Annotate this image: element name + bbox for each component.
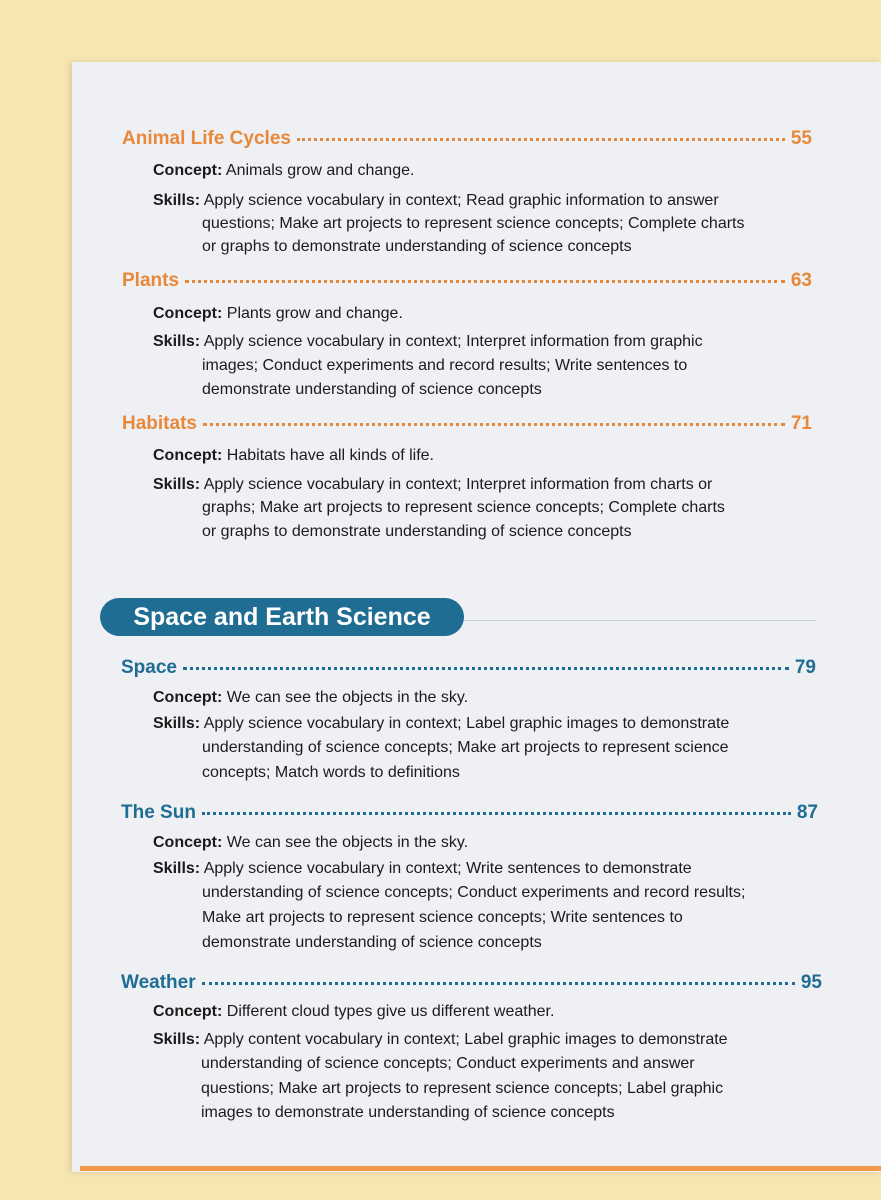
skills-text: Apply science vocabulary in context; Interpret information from charts or	[203, 476, 713, 493]
concept-text: We can see the objects in the sky.	[226, 689, 469, 706]
skills-line: or graphs to demonstrate understanding of science concepts	[202, 523, 632, 540]
toc-entry-heading	[121, 657, 816, 685]
skills-label: Skills:	[153, 333, 201, 350]
entry-page-number: 55	[790, 128, 812, 149]
skills-line	[153, 476, 712, 494]
skills-line: or graphs to demonstrate understanding of science concepts	[202, 238, 632, 255]
concept-label: Concept:	[153, 447, 223, 464]
dot-leader	[297, 136, 785, 141]
skills-label: Skills:	[153, 715, 201, 732]
concept-label: Concept:	[153, 689, 223, 706]
page-bottom-rule	[80, 1166, 881, 1171]
skills-line: questions; Make art projects to represent science concepts; Label graphic	[201, 1080, 724, 1097]
entry-title: The Sun	[121, 802, 196, 823]
concept-text: We can see the objects in the sky.	[226, 834, 469, 851]
skills-line: understanding of science concepts; Conduct experiments and record results;	[202, 884, 746, 901]
entry-page-number: 95	[800, 972, 822, 993]
skills-line: demonstrate understanding of science concepts	[202, 934, 542, 951]
concept-line	[153, 162, 414, 180]
entry-page-number: 87	[796, 802, 818, 823]
entry-page-number: 63	[790, 270, 812, 291]
entry-title: Habitats	[122, 413, 197, 434]
entry-title: Plants	[122, 270, 180, 291]
toc-entry-heading	[121, 972, 822, 1000]
concept-text: Different cloud types give us different weather.	[226, 1003, 555, 1020]
concept-label: Concept:	[153, 305, 223, 322]
entry-page-number: 71	[790, 413, 812, 434]
dot-leader	[202, 810, 791, 815]
concept-label: Concept:	[153, 834, 223, 851]
section-title: Space and Earth Science	[133, 602, 431, 631]
dot-leader	[185, 278, 785, 283]
concept-line	[153, 1003, 554, 1021]
concept-line	[153, 447, 434, 465]
skills-line	[153, 192, 719, 210]
skills-label: Skills:	[153, 476, 201, 493]
skills-line: understanding of science concepts; Make art projects to represent science	[202, 739, 729, 756]
skills-line: graphs; Make art projects to represent science concepts; Complete charts	[202, 499, 725, 516]
skills-text: Apply science vocabulary in context; Label graphic images to demonstrate	[203, 715, 730, 732]
entry-page-number: 79	[794, 657, 816, 678]
skills-line: demonstrate understanding of science concepts	[202, 381, 542, 398]
skills-line: questions; Make art projects to represent science concepts; Complete charts	[202, 215, 745, 232]
skills-line	[153, 333, 703, 351]
dot-leader	[202, 980, 795, 985]
skills-text: Apply science vocabulary in context; Write sentences to demonstrate	[203, 860, 692, 877]
skills-line: images; Conduct experiments and record results; Write sentences to	[202, 357, 688, 374]
concept-line	[153, 305, 403, 323]
entry-title: Animal Life Cycles	[122, 128, 291, 149]
skills-text: Apply science vocabulary in context; Read graphic information to answer	[203, 192, 719, 209]
concept-line	[153, 689, 468, 707]
skills-line: concepts; Match words to definitions	[202, 764, 460, 781]
skills-line: images to demonstrate understanding of science concepts	[201, 1104, 615, 1121]
skills-line	[153, 860, 692, 878]
entry-title: Weather	[121, 972, 196, 993]
skills-text: Apply science vocabulary in context; Interpret information from graphic	[203, 333, 703, 350]
section-divider	[440, 620, 816, 621]
toc-entry-heading	[122, 413, 812, 441]
toc-entry-heading	[121, 802, 818, 830]
skills-line	[153, 715, 729, 733]
section-heading	[100, 598, 464, 636]
entry-title: Space	[121, 657, 177, 678]
concept-line	[153, 834, 468, 852]
skills-line: Make art projects to represent science concepts; Write sentences to	[202, 909, 683, 926]
concept-text: Habitats have all kinds of life.	[226, 447, 434, 464]
skills-line: understanding of science concepts; Conduct experiments and answer	[201, 1055, 695, 1072]
dot-leader	[183, 665, 789, 670]
concept-text: Animals grow and change.	[225, 162, 415, 179]
dot-leader	[203, 421, 785, 426]
concept-label: Concept:	[153, 1003, 223, 1020]
skills-label: Skills:	[153, 860, 201, 877]
toc-entry-heading	[122, 270, 812, 298]
skills-label: Skills:	[153, 192, 201, 209]
concept-label: Concept:	[153, 162, 223, 179]
concept-text: Plants grow and change.	[226, 305, 403, 322]
skills-label: Skills:	[153, 1031, 201, 1048]
skills-line	[153, 1031, 728, 1049]
skills-text: Apply content vocabulary in context; Label graphic images to demonstrate	[203, 1031, 728, 1048]
toc-entry-heading	[122, 128, 812, 156]
